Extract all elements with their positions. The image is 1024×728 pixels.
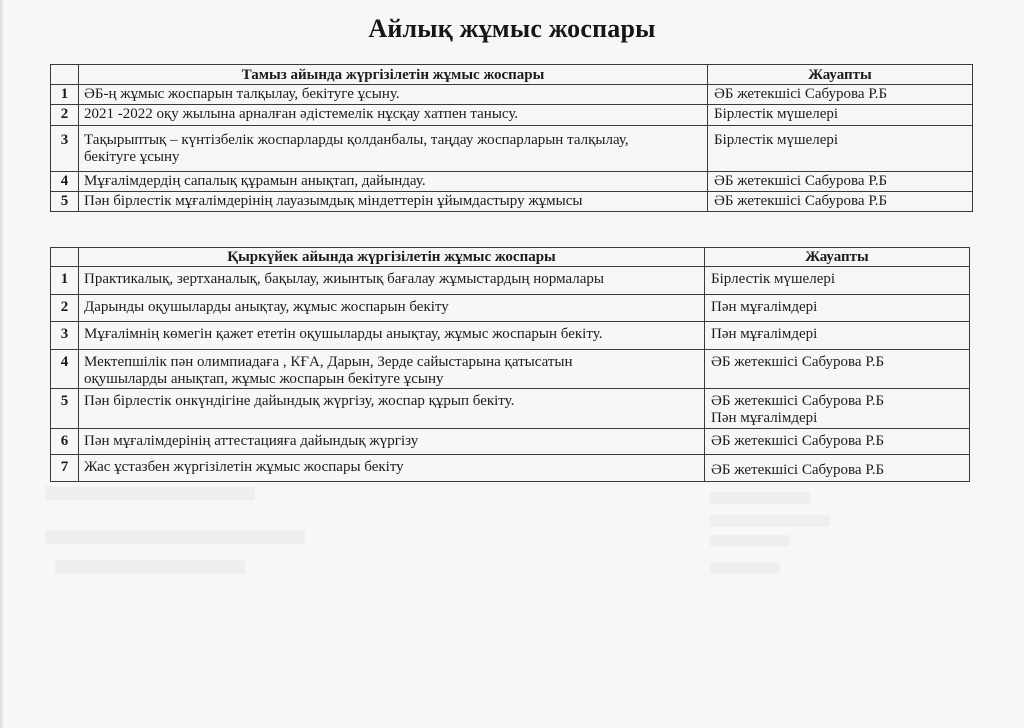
- row-task-line: Мектепшілік пән олимпиадаға , КҒА, Дарын, Зерде сайыстарына қатысатын: [84, 354, 573, 370]
- row-task: Жас ұстазбен жүргізілетін жұмыс жоспары бекіту: [79, 455, 705, 482]
- row-responsible: [705, 389, 970, 429]
- table-row: [51, 455, 970, 482]
- row-task: Пән бірлестік мұғалімдерінің лауазымдық міндеттерін ұйымдастыру жұмысы: [79, 192, 708, 212]
- row-task: ӘБ-ң жұмыс жоспарын талқылау, бекітуге ұсыну.: [79, 85, 708, 105]
- row-responsible-line: ӘБ жетекшісі Сабурова Р.Б: [711, 393, 885, 409]
- row-number: 2: [51, 105, 79, 126]
- row-responsible-line: Пән мұғалімдері: [711, 410, 818, 426]
- row-number: 6: [51, 429, 79, 455]
- row-task: Дарынды оқушыларды анықтау, жұмыс жоспарын бекіту: [79, 295, 705, 322]
- table-row: [51, 126, 973, 172]
- table-row: [51, 105, 973, 126]
- header-task: Тамыз айында жүргізілетін жұмыс жоспары: [79, 65, 708, 85]
- september-plan-table: [50, 247, 970, 482]
- table-row: [51, 295, 970, 322]
- row-responsible: Бірлестік мүшелері: [705, 267, 970, 295]
- row-task: Практикалық, зертханалық, бақылау, жиынтық бағалау жұмыстардың нормалары: [79, 267, 705, 295]
- row-responsible: ӘБ жетекшісі Сабурова Р.Б: [708, 192, 973, 212]
- table-header-row: [51, 248, 970, 267]
- row-task: Мұғалімнің көмегін қажет ететін оқушыларды анықтау, жұмыс жоспарын бекіту.: [79, 322, 705, 350]
- row-number: 1: [51, 85, 79, 105]
- row-number: 4: [51, 172, 79, 192]
- bleed-through-mark: [710, 492, 810, 504]
- row-number: 4: [51, 350, 79, 389]
- row-number: 5: [51, 389, 79, 429]
- bleed-through-mark: [710, 535, 790, 547]
- row-responsible: ӘБ жетекшісі Сабурова Р.Б: [705, 455, 970, 482]
- table-row: [51, 192, 973, 212]
- row-number: 2: [51, 295, 79, 322]
- page-edge-shadow: [0, 0, 4, 728]
- table-row: [51, 85, 973, 105]
- table-row: [51, 322, 970, 350]
- row-number: 5: [51, 192, 79, 212]
- row-task: 2021 -2022 оқу жылына арналған әдістемелік нұсқау хатпен танысу.: [79, 105, 708, 126]
- row-task: Пән бірлестік онкүндігіне дайындық жүргізу, жоспар құрып бекіту.: [79, 389, 705, 429]
- row-task-text: Тақырыптық – күнтізбелік жоспарларды қолданбалы, таңдау жоспарларын талқылау, бекітуге ұсыну: [84, 132, 629, 165]
- row-responsible: ӘБ жетекшісі Сабурова Р.Б: [708, 85, 973, 105]
- header-responsible: Жауапты: [705, 248, 970, 267]
- row-task: [79, 350, 705, 389]
- row-number: 3: [51, 322, 79, 350]
- row-responsible: ӘБ жетекшісі Сабурова Р.Б: [708, 172, 973, 192]
- bleed-through-mark: [55, 560, 245, 574]
- header-task: Қыркүйек айында жүргізілетін жұмыс жоспары: [79, 248, 705, 267]
- row-task: [79, 126, 708, 172]
- table-header-row: [51, 65, 973, 85]
- row-responsible: Пән мұғалімдері: [705, 322, 970, 350]
- row-task-line: оқушыларды анықтап, жұмыс жоспарын бекітуге ұсыну: [84, 371, 444, 387]
- header-responsible: Жауапты: [708, 65, 973, 85]
- bleed-through-mark: [710, 515, 830, 527]
- row-responsible: ӘБ жетекшісі Сабурова Р.Б: [705, 429, 970, 455]
- table-row: [51, 267, 970, 295]
- row-responsible: Пән мұғалімдері: [705, 295, 970, 322]
- row-task: Пән мұғалімдерінің аттестацияға дайындық жүргізу: [79, 429, 705, 455]
- row-responsible: Бірлестік мүшелері: [708, 126, 973, 172]
- row-number: 3: [51, 126, 79, 172]
- bleed-through-mark: [45, 486, 255, 500]
- table-row: [51, 350, 970, 389]
- row-number: 7: [51, 455, 79, 482]
- table-row: [51, 429, 970, 455]
- row-responsible: Бірлестік мүшелері: [708, 105, 973, 126]
- row-number: 1: [51, 267, 79, 295]
- header-number: [51, 248, 79, 267]
- august-plan-table: [50, 64, 973, 212]
- document-title: Айлық жұмыс жоспары: [368, 14, 656, 43]
- header-number: [51, 65, 79, 85]
- row-responsible: ӘБ жетекшісі Сабурова Р.Б: [705, 350, 970, 389]
- table-row: [51, 389, 970, 429]
- bleed-through-mark: [45, 530, 305, 544]
- table-row: [51, 172, 973, 192]
- row-task: Мұғалімдердің сапалық құрамын анықтап, дайындау.: [79, 172, 708, 192]
- bleed-through-mark: [710, 562, 780, 574]
